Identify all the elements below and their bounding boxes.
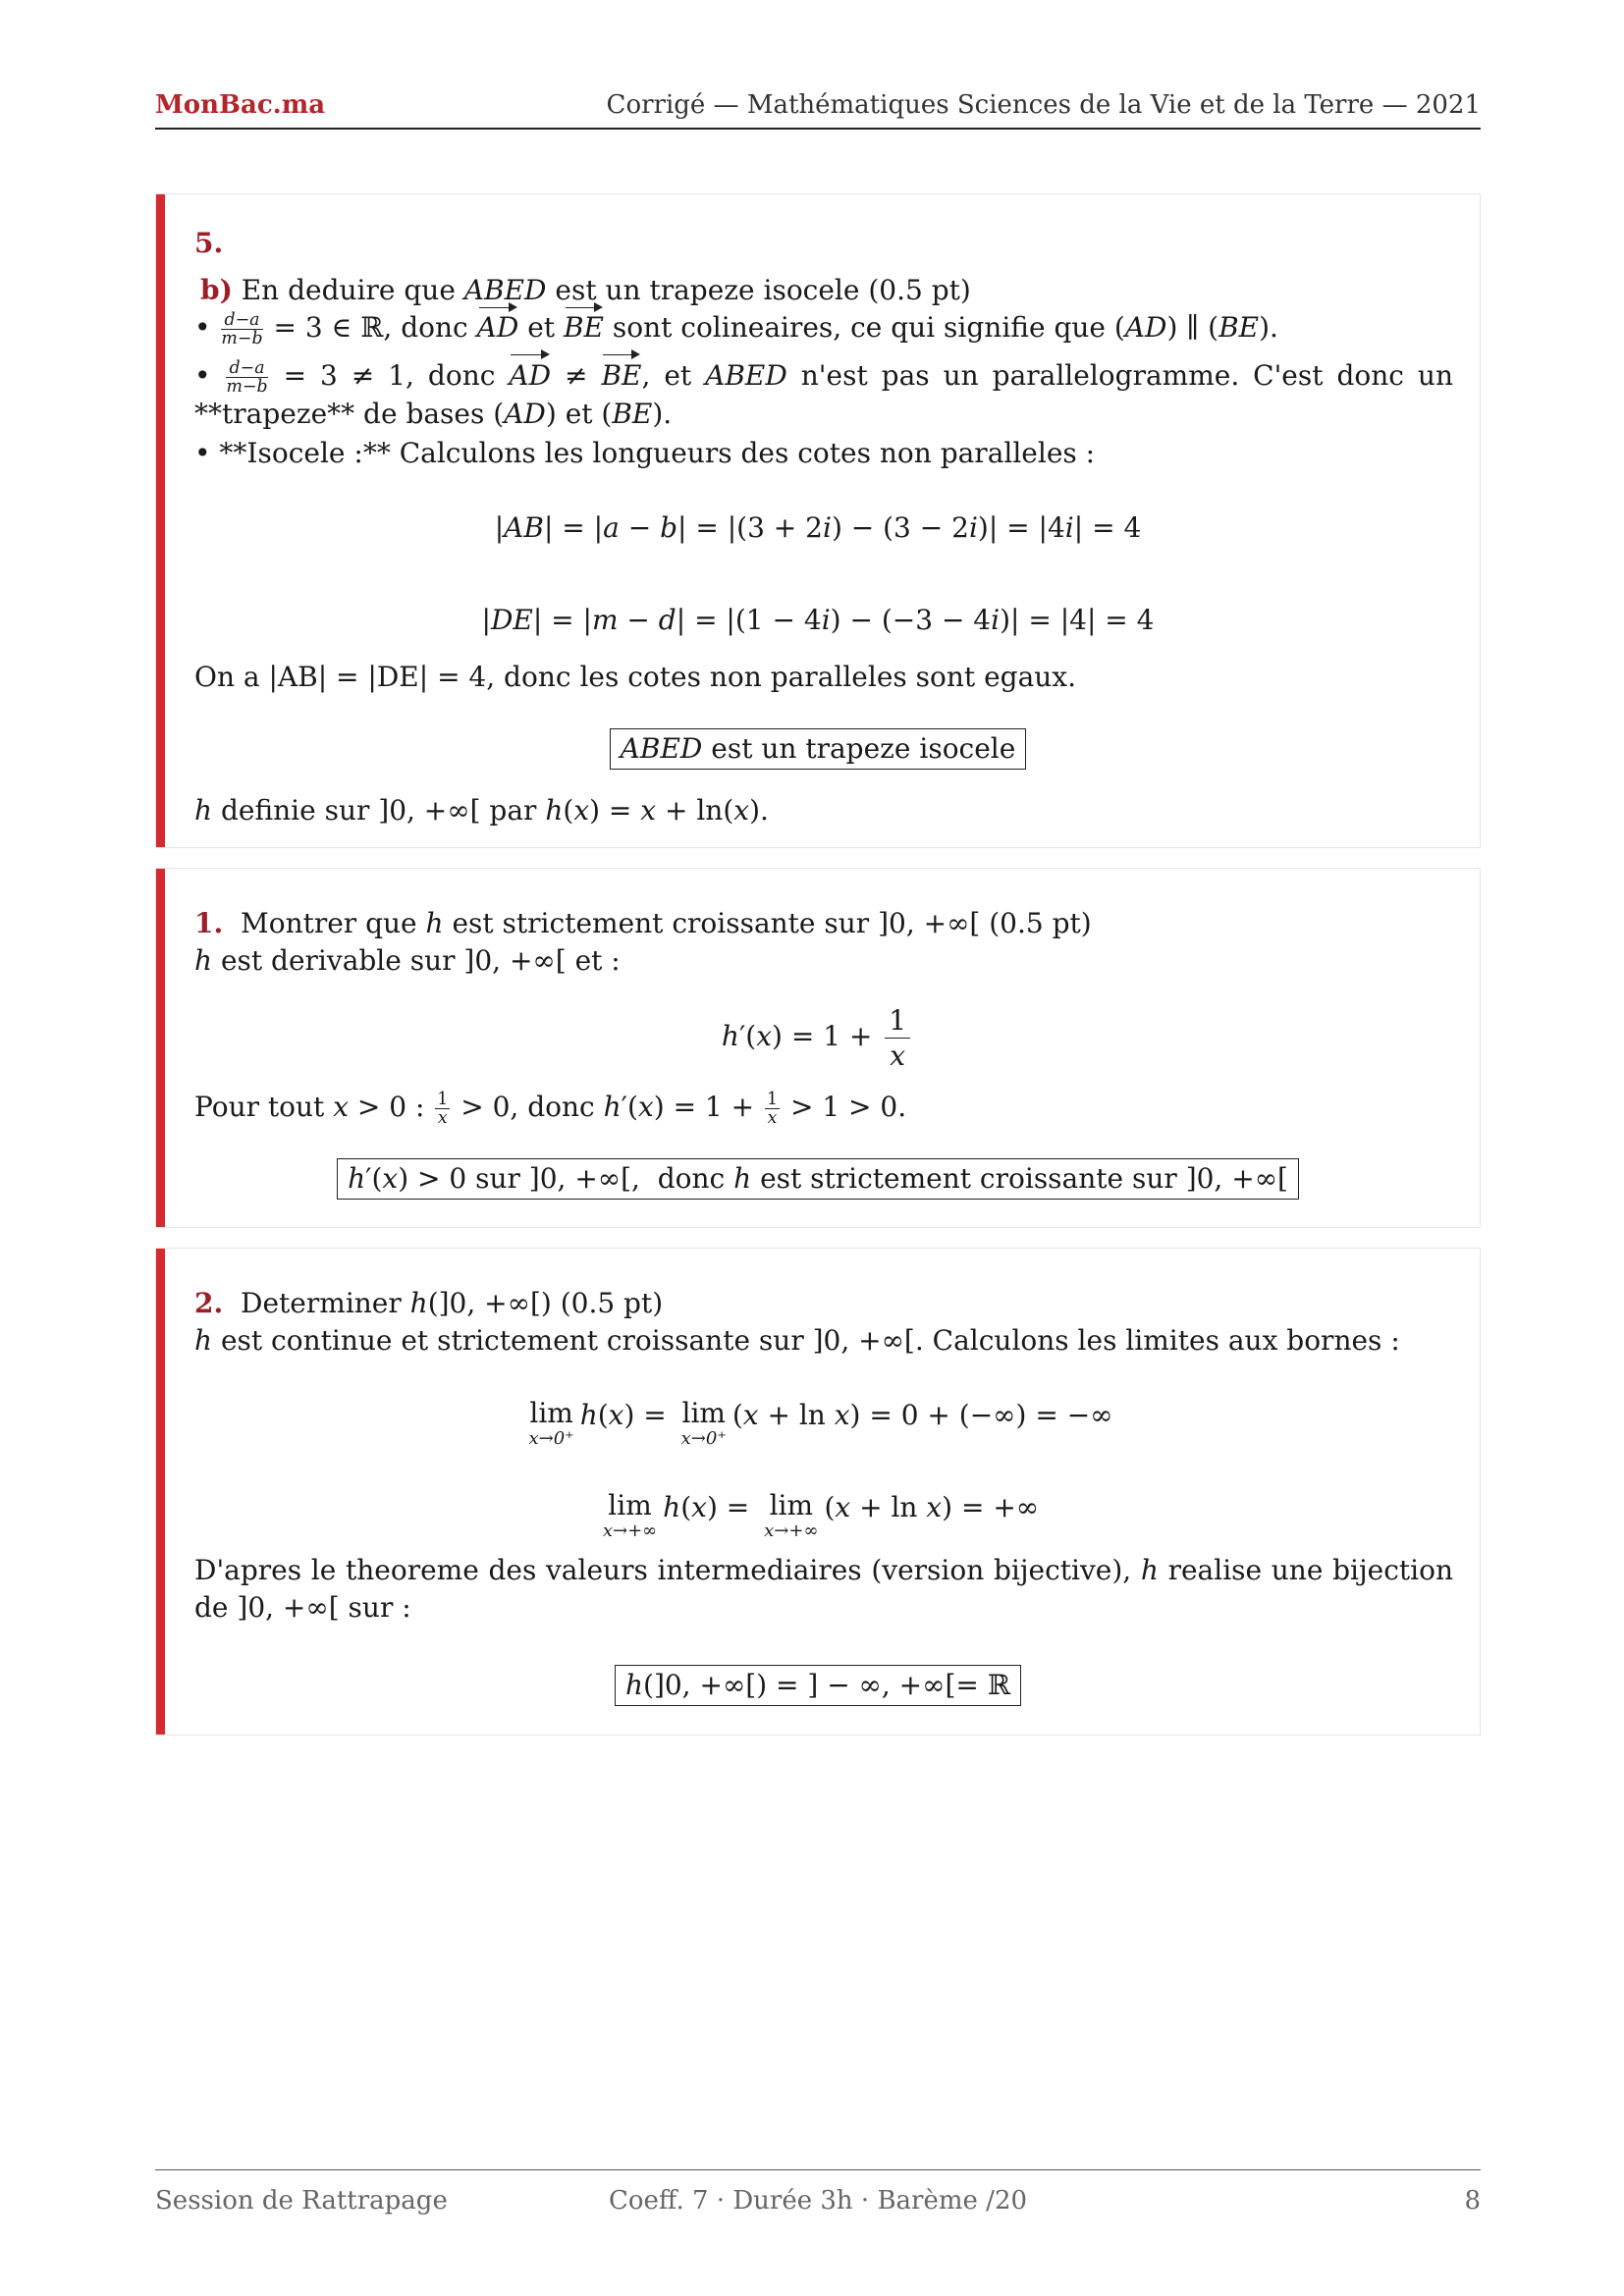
boxed-result: h′(x) > 0 sur ]0, +∞[, donc h est strictement croissante sur ]0, +∞[: [155, 1158, 1481, 1200]
limit-zero: lim x→0⁺ h(x) = lim x→0⁺ (x + ln x) = 0 + (−∞) = −∞: [528, 1397, 1113, 1450]
bullet-trapeze: • $\frac{d-a}{m-b}$ = 3 ≠ 1, donc AD ≠ BE, et ABED n'est pas un parallelogramme. C'est donc un **trapeze** de bases (AD) et (BE).: [194, 357, 1453, 431]
limit-infinity: lim x→+∞ h(x) = lim x→+∞ (x + ln x) = +∞: [602, 1489, 1040, 1542]
bullet-isocele: • **Isocele :** Calculons les longueurs des cotes non paralleles :: [194, 437, 1096, 469]
bullet-colinear: • $\frac{d-a}{m-b}$ = 3 ∈ ℝ, donc AD et BE sont colineaires, ce qui signifie que (AD) ∥ (BE).: [194, 309, 1278, 348]
header-title: Corrigé — Mathématiques Sciences de la Vie et de la Terre — 2021: [606, 90, 1481, 120]
ivt-text: D'apres le theoreme des valeurs intermediaires (version bijective), h realise une bijection de ]0, +∞[ sur :: [194, 1554, 1453, 1624]
positivity-text: Pour tout x > 0 : $\frac{1}{x}$ > 0, donc h′(x) = 1 + $\frac{1}{x}$ > 1 > 0.: [194, 1089, 907, 1128]
footer-session: Session de Rattrapage: [155, 2186, 448, 2216]
definition-h: h definie sur ]0, +∞[ par h(x) = x + ln(x).: [194, 794, 769, 827]
question-title: 2. Determiner h(]0, +∞[) (0.5 pt): [194, 1287, 664, 1319]
page-header: [155, 90, 1481, 130]
equation-de: |DE| = |m − d| = |(1 − 4i) − (−3 − 4i)| = |4| = 4: [481, 604, 1155, 636]
sub-question: b) En deduire que ABED est un trapeze isocele (0.5 pt): [200, 274, 971, 306]
question-number: 5.: [194, 227, 224, 259]
continuity-text: h est continue et strictement croissante sur ]0, +∞[. Calculons les limites aux bornes :: [194, 1324, 1400, 1357]
derivative-equation: h′(x) = 1 + $\frac{1}{x}$: [155, 1003, 1481, 1073]
footer-info: Coeff. 7 · Durée 3h · Barème /20: [608, 2186, 1028, 2216]
equation-ab: |AB| = |a − b| = |(3 + 2i) − (3 − 2i)| = |4i| = 4: [494, 511, 1142, 544]
derivable-text: h est derivable sur ]0, +∞[ et :: [194, 944, 621, 977]
brand-logo: MonBac.ma: [155, 90, 326, 120]
page-number: 8: [1464, 2186, 1481, 2216]
boxed-result: ABED est un trapeze isocele: [155, 728, 1481, 770]
boxed-result: h(]0, +∞[) = ] − ∞, +∞[= ℝ: [155, 1665, 1481, 1706]
question-title: 1. Montrer que h est strictement croissante sur ]0, +∞[ (0.5 pt): [194, 907, 1092, 939]
conclusion-text: On a |AB| = |DE| = 4, donc les cotes non paralleles sont egaux.: [194, 661, 1076, 693]
page-footer: [155, 2169, 1481, 2216]
